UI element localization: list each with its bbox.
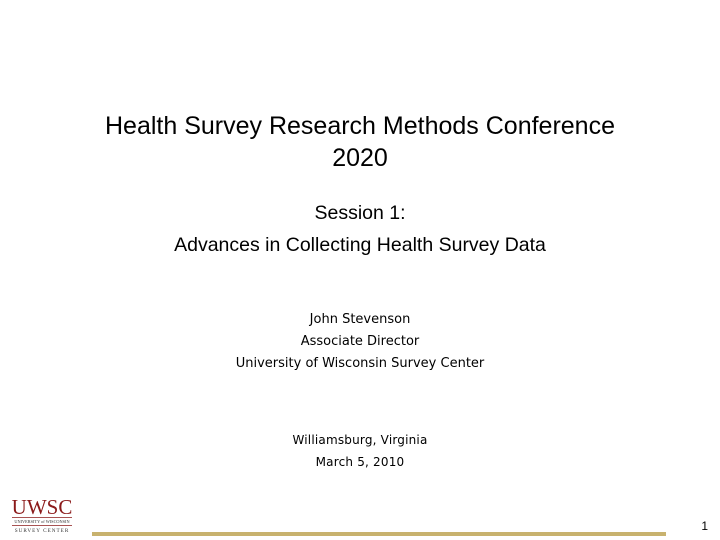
title-line-1: Health Survey Research Methods Conference [105, 112, 615, 140]
author-block [40, 309, 680, 375]
uwsc-logo [10, 493, 74, 535]
logo-line-1: UNIVERSITY of WISCONSIN [14, 519, 70, 524]
logo-line-2: SURVEY CENTER [14, 528, 70, 534]
slide-title [40, 110, 680, 174]
event-details [40, 429, 680, 473]
footer-rule [92, 532, 666, 536]
event-date: March 5, 2010 [315, 455, 405, 469]
author-role: Associate Director [300, 334, 420, 349]
author-org: University of Wisconsin Survey Center [235, 356, 485, 371]
slide-subtitle [40, 197, 680, 261]
event-location: Williamsburg, Virginia [292, 433, 428, 447]
page-number: 1 [701, 519, 708, 533]
logo-wordmark: UWSC [11, 495, 73, 519]
subtitle-line-2: Advances in Collecting Health Survey Data [174, 234, 546, 256]
subtitle-line-1: Session 1: [314, 202, 406, 224]
title-line-2: 2020 [332, 144, 388, 172]
author-name: John Stevenson [309, 312, 411, 327]
